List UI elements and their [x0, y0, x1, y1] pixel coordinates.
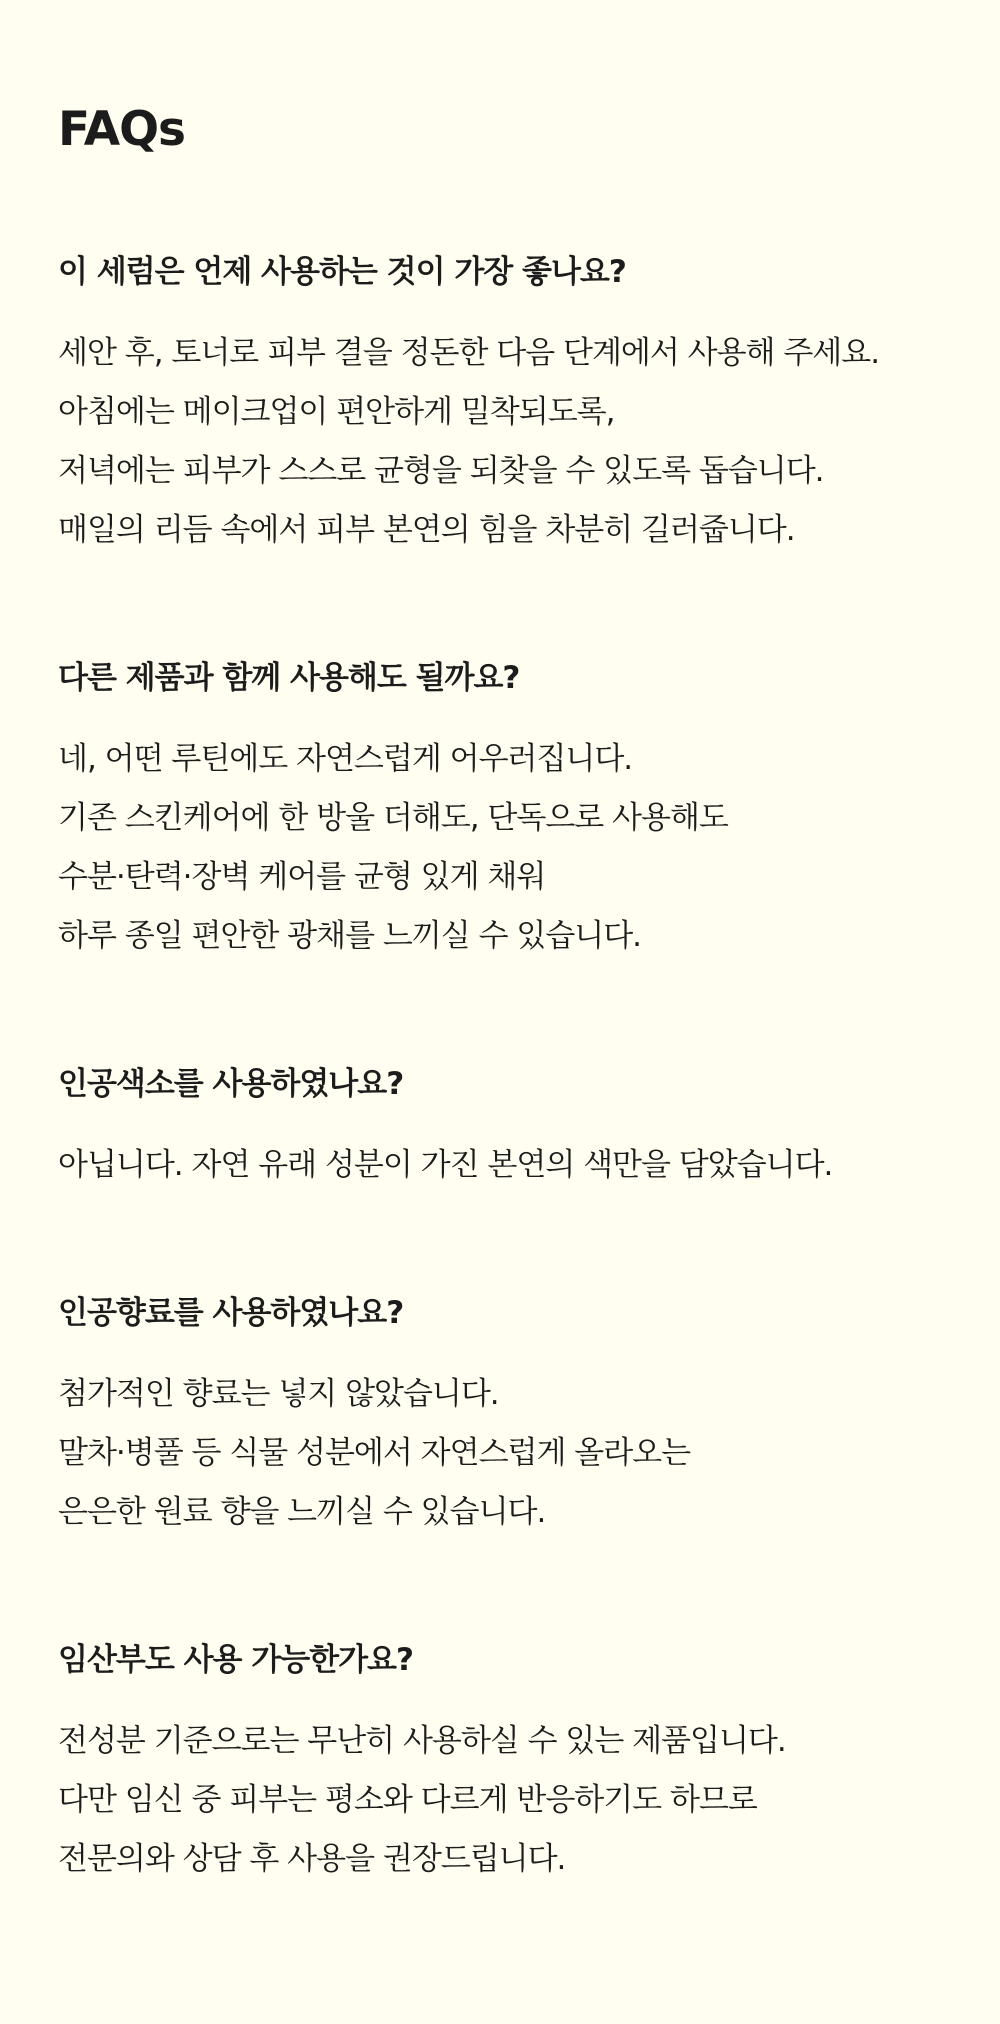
faq-answer [58, 730, 942, 966]
faq-question: 인공향료를 사용하였나요? [58, 1295, 404, 1331]
answer-line: 첨가적인 향료는 넣지 않았습니다. [58, 1376, 499, 1412]
answer-line: 네, 어떤 루틴에도 자연스럽게 어우러집니다. [58, 741, 633, 777]
answer-line: 은은한 원료 향을 느끼실 수 있습니다. [58, 1494, 546, 1530]
faq-answer [58, 1365, 942, 1542]
faq-item [58, 250, 942, 560]
faq-item [58, 1062, 942, 1195]
faq-answer [58, 324, 942, 560]
answer-line: 기존 스킨케어에 한 방울 더해도, 단독으로 사용해도 [58, 800, 728, 836]
answer-line: 전성분 기준으로는 무난히 사용하실 수 있는 제품입니다. [58, 1723, 786, 1759]
answer-line: 하루 종일 편안한 광채를 느끼실 수 있습니다. [58, 918, 642, 954]
faq-question: 인공색소를 사용하였나요? [58, 1066, 404, 1102]
faq-item [58, 1291, 942, 1542]
answer-line: 저녁에는 피부가 스스로 균형을 되찾을 수 있도록 돕습니다. [58, 453, 824, 489]
faq-question: 다른 제품과 함께 사용해도 될까요? [58, 660, 520, 696]
answer-line: 아침에는 메이크업이 편안하게 밀착되도록, [58, 394, 615, 430]
answer-line: 아닙니다. 자연 유래 성분이 가진 본연의 색만을 담았습니다. [58, 1147, 833, 1183]
faq-item [58, 656, 942, 966]
answer-line: 세안 후, 토너로 피부 결을 정돈한 다음 단계에서 사용해 주세요. [58, 335, 880, 371]
faq-answer [58, 1712, 942, 1889]
answer-line: 다만 임신 중 피부는 평소와 다르게 반응하기도 하므로 [58, 1782, 757, 1818]
answer-line: 말차·병풀 등 식물 성분에서 자연스럽게 올라오는 [58, 1435, 691, 1471]
answer-line: 수분·탄력·장벽 케어를 균형 있게 채워 [58, 859, 546, 895]
page-title: FAQs [58, 102, 186, 157]
faq-question: 임산부도 사용 가능한가요? [58, 1642, 413, 1678]
faq-question: 이 세럼은 언제 사용하는 것이 가장 좋나요? [58, 254, 626, 290]
faq-answer [58, 1136, 942, 1195]
answer-line: 전문의와 상담 후 사용을 권장드립니다. [58, 1841, 566, 1877]
answer-line: 매일의 리듬 속에서 피부 본연의 힘을 차분히 길러줍니다. [58, 512, 795, 548]
faq-item [58, 1638, 942, 1889]
